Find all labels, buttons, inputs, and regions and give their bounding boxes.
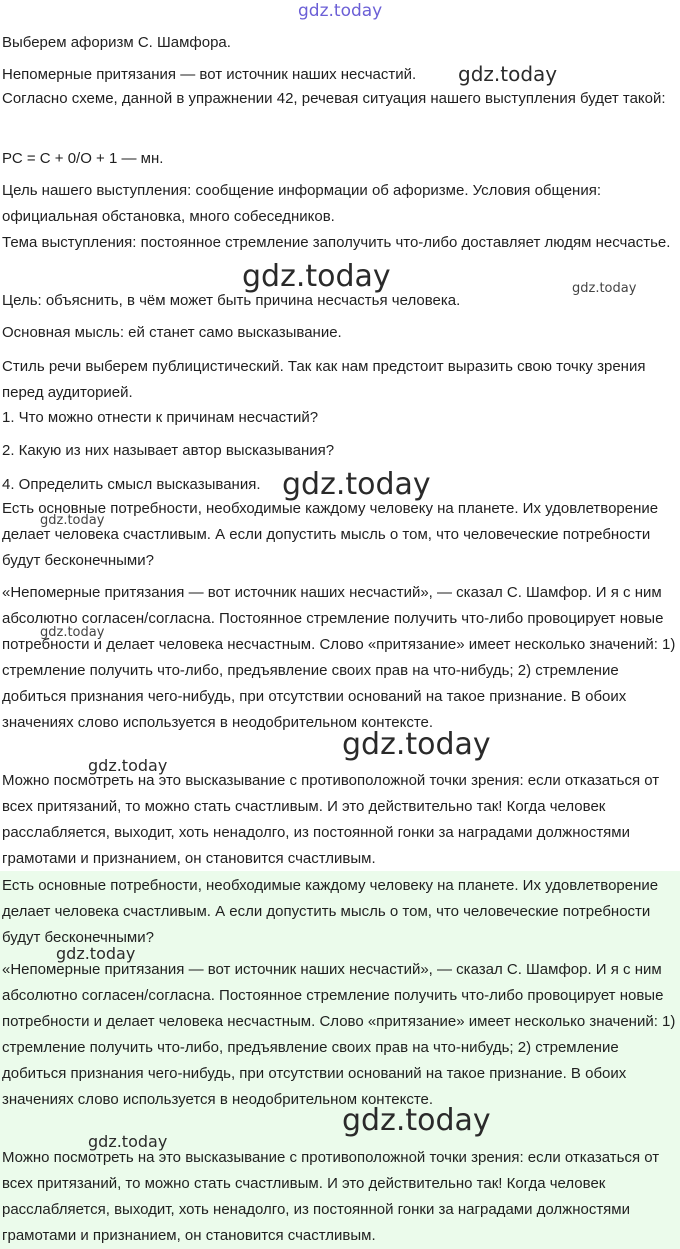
question-2: 2. Какую из них называет автор высказывания? (2, 442, 335, 459)
watermark: gdz.today (88, 756, 168, 775)
goal-paragraph: Цель нашего выступления: сообщение информации об афоризме. Условия общения: официальная обстановка, много собеседников. (2, 182, 601, 225)
scheme-paragraph: Согласно схеме, данной в упражнении 42, речевая ситуация нашего выступления будет такой: (2, 90, 666, 107)
aim-line: Цель: объяснить, в чём может быть причина несчастья человека. (2, 292, 461, 309)
watermark: gdz.today (342, 1103, 491, 1138)
formula-line: РС = С + 0/О + 1 — мн. (2, 150, 164, 167)
watermark: gdz.today (56, 944, 136, 963)
answer-paragraph-2-repeat: «Непомерные притязания — вот источник наших несчастий», — сказал С. Шамфор. И я с ним абсолютно согласен/согласна. Постоянное стремление получить что-либо провоцирует новые потребности и делает человека несчастным. Слово «притязание» имеет несколько значений: 1) стремление получить что-либо, предъявление своих прав на что-нибудь; 2) стремление добиться признания чего-нибудь, при отсутствии оснований на такое признание. В обоих значениях слово используется в неодобрительном контексте. (2, 961, 676, 1108)
aphorism-line: Непомерные притязания — вот источник наших несчастий. (2, 66, 417, 83)
question-4: 4. Определить смысл высказывания. (2, 476, 261, 493)
intro-line: Выберем афоризм С. Шамфора. (2, 34, 231, 51)
style-paragraph: Стиль речи выберем публицистический. Так как нам предстоит выразить свою точку зрения перед аудиторией. (2, 358, 646, 401)
answer-paragraph-1: Есть основные потребности, необходимые каждому человеку на планете. Их удовлетворение делает человека счастливым. А если допустить мысль о том, что человеческие потребности будут бесконечными? (2, 500, 659, 569)
answer-paragraph-3: Можно посмотреть на это высказывание с противоположной точки зрения: если отказаться от всех притязаний, то можно стать счастливым. И это действительно так! Когда человек расслабляется, выходит, хоть ненадолго, из постоянной гонки за наградами должностями грамотами и признанием, он становится счастливым. (2, 772, 660, 867)
answer-paragraph-2: «Непомерные притязания — вот источник наших несчастий», — сказал С. Шамфор. И я с ним абсолютно согласен/согласна. Постоянное стремление получить что-либо провоцирует новые потребности и делает человека несчастным. Слово «притязание» имеет несколько значений: 1) стремление получить что-либо, предъявление своих прав на что-нибудь; 2) стремление добиться признания чего-нибудь, при отсутствии оснований на такое признание. В обоих значениях слово используется в неодобрительном контексте. (2, 584, 676, 731)
topic-paragraph: Тема выступления: постоянное стремление заполучить что-либо доставляет людям несчастье. (2, 234, 671, 251)
watermark: gdz.today (40, 625, 105, 640)
answer-paragraph-1-repeat: Есть основные потребности, необходимые каждому человеку на планете. Их удовлетворение делает человека счастливым. А если допустить мысль о том, что человеческие потребности будут бесконечными? (2, 877, 659, 946)
watermark: gdz.today (458, 62, 558, 86)
answer-paragraph-3-repeat: Можно посмотреть на это высказывание с противоположной точки зрения: если отказаться от всех притязаний, то можно стать счастливым. И это действительно так! Когда человек расслабляется, выходит, хоть ненадолго, из постоянной гонки за наградами должностями грамотами и признанием, он становится счастливым. (2, 1149, 660, 1244)
watermark: gdz.today (242, 259, 391, 294)
question-1: 1. Что можно отнести к причинам несчастий? (2, 409, 319, 426)
watermark: gdz.today (88, 1132, 168, 1151)
watermark: gdz.today (40, 513, 105, 528)
watermark: gdz.today (572, 281, 637, 296)
watermark: gdz.today (342, 727, 491, 762)
main-idea-line: Основная мысль: ей станет само высказывание. (2, 324, 342, 341)
watermark: gdz.today (282, 467, 431, 502)
watermark-top: gdz.today (298, 1, 383, 21)
